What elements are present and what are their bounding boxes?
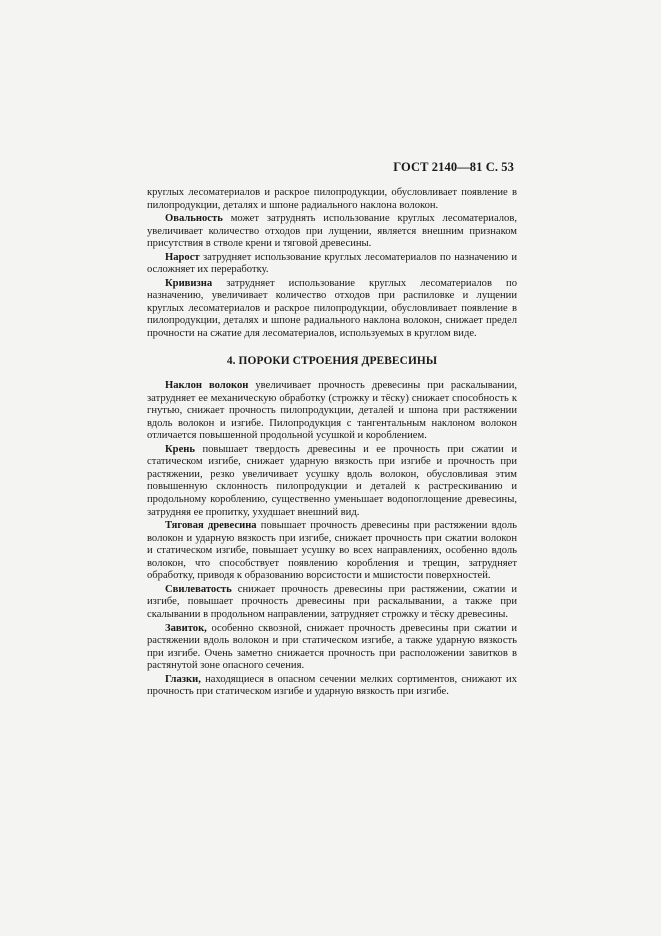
term-naklon-volokon: Наклон волокон [165, 380, 249, 392]
paragraph-naklon-volokon [147, 380, 517, 443]
paragraph-kren [147, 444, 517, 519]
term-krivizna: Кривизна [165, 277, 213, 289]
paragraph-narost-text: затрудняет использование круглых лесоматериалов по назначению и осложняет их переработку. [147, 251, 517, 276]
term-svilevatost: Свилеватость [165, 583, 232, 595]
paragraph-kren-text: повышает твердость древесины и ее прочность при сжатии и статическом изгибе, снижает ударную вязкость при изгибе и прочность при растяжении, резко увеличивает усушку вдоль волокон, обусловливая этим повышенную склонность пилопродукции и деталей к растрескиванию и продольному короблению, существенно уменьшает водопоглощение древесины, затрудняя ее пропитку, ухудшает внешний вид. [147, 443, 517, 518]
section-title: 4. ПОРОКИ СТРОЕНИЯ ДРЕВЕСИНЫ [226, 354, 438, 367]
term-zavitok: Завиток, [165, 622, 207, 634]
term-tyagovaya-drevesina: Тяговая древесина [165, 520, 257, 532]
page-content [147, 187, 517, 699]
paragraph-svilevatost [147, 584, 517, 622]
paragraph-zavitok [147, 623, 517, 673]
paragraph-tyagovaya-drevesina [147, 520, 517, 583]
paragraph-krivizna-text: затрудняет использование круглых лесоматериалов по назначению, увеличивает количество отходов при распиловке и лущении круглых лесоматериалов и раскрое пилопродукции, обусловливает появление в пилопродукции, деталях и шпоне радиального наклона волокон, снижает предел прочности на сжатие для лесоматериалов, используемых в круглом виде. [147, 277, 517, 340]
paragraph-zavitok-text: особенно сквозной, снижает прочность древесины при сжатии и растяжении вдоль волокон и при статическом изгибе, а также ударную вязкость при изгибе. Очень заметно снижается прочность при расположении завитков в растянутой зоне опасного сечения. [147, 622, 517, 672]
term-ovalnost: Овальность [165, 213, 223, 225]
term-narost: Нарост [165, 251, 200, 263]
paragraph-ovalnost [147, 213, 517, 251]
paragraph-naklon-volokon-text: увеличивает прочность древесины при раскалывании, затрудняет ее механическую обработку (строжку и тёску) снижает способность к гнутью, снижает прочность пилопродукции, деталей и шпона при растяжении вдоль волокон и изгибе. Пилопродукция с тангентальным наклоном волокон отличается повышенной продольной усушкой и короблением. [147, 380, 518, 442]
paragraph-ovalnost-text: может затруднять использование круглых лесоматериалов, увеличивает количество отходов при лущении, является внешним признаком присутствия в стволе крени и тяговой древесины. [147, 213, 517, 250]
paragraph-glazki-text: находящиеся в опасном сечении мелких сортиментов, снижают их прочность при статическом изгибе и ударную вязкость при изгибе. [147, 673, 517, 698]
paragraph-narost [147, 252, 517, 277]
paragraph-svilevatost-text: снижает прочность древесины при растяжении, сжатии и изгибе, повышает прочность древесины при раскалывании, а также при скалывании в продольном направлении, затрудняет строжку и тёску древесины. [147, 583, 517, 620]
page-header: ГОСТ 2140—81 С. 53 [393, 160, 514, 174]
intro-paragraph-text: круглых лесоматериалов и раскрое пилопродукции, обусловливает появление в пилопродукции, деталях и шпоне радиального наклона волокон. [147, 187, 517, 211]
intro-paragraph [147, 187, 517, 212]
term-glazki: Глазки, [165, 673, 201, 685]
paragraph-krivizna [147, 278, 517, 341]
paragraph-glazki [147, 674, 517, 699]
term-kren: Крень [165, 443, 195, 455]
paragraph-tyagovaya-drevesina-text: повышает прочность древесины при растяжении вдоль волокон и ударную вязкость при изгибе, снижает прочность при сжатии волокон и статическом изгибе, повышает усушку во всех направлениях, особенно вдоль волокон, что способствует появлению коробления и трещин, затрудняет обработку, приводя к образованию ворсистости и мшистости поверхностей. [147, 520, 517, 582]
